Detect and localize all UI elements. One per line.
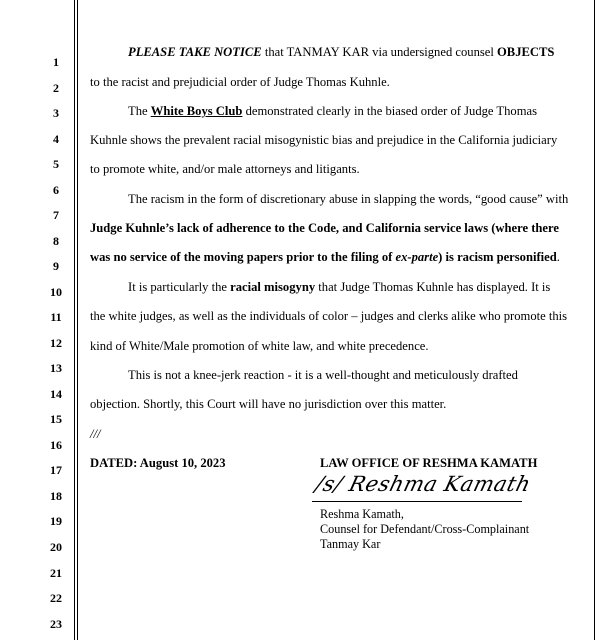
line-number: 11 [50, 310, 62, 324]
line-number: 15 [50, 412, 62, 426]
paragraph-3-line-1: The racism in the form of discretionary abuse in slapping the words, “good cause” with [128, 192, 569, 206]
line-number: 10 [50, 285, 62, 299]
right-margin-rule [594, 0, 595, 640]
paragraph-5-line-2: objection. Shortly, this Court will have no jurisdiction over this matter. [90, 397, 447, 411]
paragraph-2-line-3: to promote white, and/or male attorneys and litigants. [90, 162, 360, 176]
left-margin-rule-inner [77, 0, 78, 640]
paragraph-4-line-1 [90, 279, 580, 295]
notice-heading: PLEASE TAKE NOTICE [128, 45, 262, 59]
line-number: 9 [53, 259, 59, 273]
white-boys-club-term: White Boys Club [150, 104, 243, 118]
signature-text: /s/ Reshma Kamath [313, 472, 534, 496]
line-number: 7 [53, 208, 59, 222]
line-number: 8 [53, 234, 59, 248]
signer-title: Counsel for Defendant/Cross-Complainant [320, 522, 530, 536]
slashes: /// [90, 427, 101, 441]
ex-parte-term: ex-parte [395, 250, 439, 264]
paragraph-2-line-1 [90, 103, 580, 119]
paragraph-3-line-3 [90, 249, 580, 265]
left-margin-rule-outer [74, 0, 75, 640]
line-number: 22 [50, 591, 62, 605]
line-number: 16 [50, 438, 62, 452]
objects-keyword: OBJECTS [497, 45, 555, 59]
line-number: 3 [53, 106, 59, 120]
line-number: 17 [50, 463, 62, 477]
law-firm-name: LAW OFFICE OF RESHMA KAMATH [320, 456, 538, 470]
dated-line: DATED: August 10, 2023 [90, 456, 226, 470]
p2-pre: The [128, 104, 151, 118]
line-number: 21 [50, 566, 62, 580]
signer-client: Tanmay Kar [320, 537, 381, 551]
signature [312, 472, 534, 504]
notice-line-2: to the racist and prejudicial order of Judge Thomas Kuhnle. [90, 75, 390, 89]
line-number: 2 [53, 81, 59, 95]
paragraph-5-line-1: This is not a knee-jerk reaction - it is a well-thought and meticulously drafted [128, 368, 518, 382]
line-number: 4 [53, 132, 59, 146]
p2-post: demonstrated clearly in the biased order of Judge Thomas [242, 104, 538, 118]
paragraph-2-line-2: Kuhnle shows the prevalent racial misogynistic bias and prejudice in the California judiciary [90, 133, 558, 147]
p3-bold-b: ) is racism personified [438, 250, 557, 264]
line-number: 1 [53, 55, 59, 69]
paragraph-4-line-2: the white judges, as well as the individuals of color – judges and clerks alike who promote this [90, 309, 568, 323]
notice-line-1 [90, 44, 580, 60]
p3-period: . [556, 250, 560, 264]
signature-line [312, 501, 522, 502]
line-number: 23 [50, 617, 62, 631]
p3-bold-a: was no service of the moving papers prior to the filing of [90, 250, 396, 264]
line-number: 19 [50, 514, 62, 528]
line-number: 20 [50, 540, 62, 554]
signer-name: Reshma Kamath, [320, 507, 404, 521]
paragraph-4-line-3: kind of White/Male promotion of white law, and white precedence. [90, 339, 429, 353]
notice-text: that TANMAY KAR via undersigned counsel [261, 45, 498, 59]
racial-misogyny-term: racial misogyny [230, 280, 316, 294]
p4-post: that Judge Thomas Kuhnle has displayed. It is [315, 280, 551, 294]
line-number: 6 [53, 183, 59, 197]
p4-pre: It is particularly the [128, 280, 231, 294]
line-number: 12 [50, 336, 62, 350]
line-number: 14 [50, 387, 62, 401]
line-number: 18 [50, 489, 62, 503]
line-number: 13 [50, 361, 62, 375]
paragraph-3-line-2: Judge Kuhnle’s lack of adherence to the Code, and California service laws (where there [90, 221, 559, 235]
line-number: 5 [53, 157, 59, 171]
